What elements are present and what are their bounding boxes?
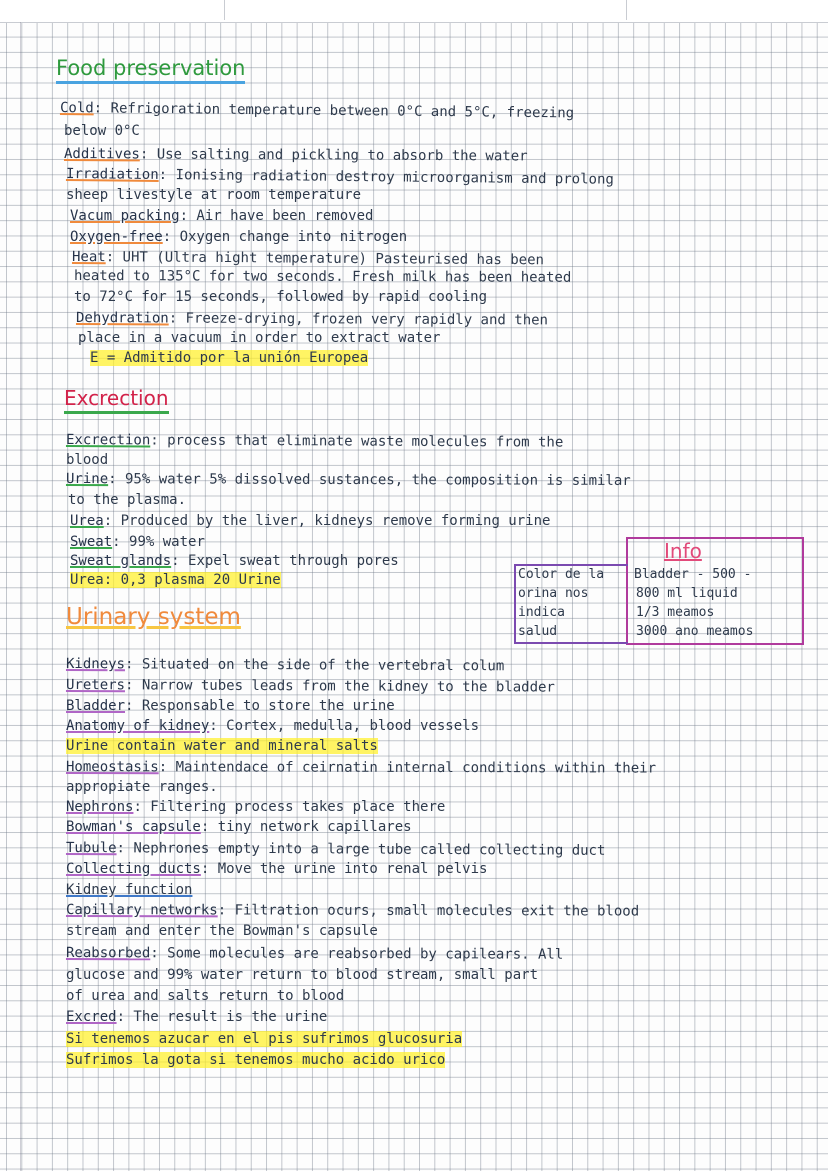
info-box-title: Info bbox=[664, 539, 702, 563]
term-kidneys: Kidneys bbox=[65, 656, 126, 673]
note-line bbox=[66, 923, 378, 939]
note-line bbox=[66, 988, 344, 1004]
note-line bbox=[70, 208, 373, 224]
definition: : Nephrones empty into a large tube called collecting duct bbox=[116, 840, 606, 859]
definition: below 0°C bbox=[64, 123, 140, 139]
term-tubule: Tubule bbox=[65, 840, 117, 857]
info-left-line: Color de la bbox=[518, 567, 605, 582]
highlight-urine-contain: Urine contain water and mineral salts bbox=[66, 738, 378, 754]
term-additives: Additives bbox=[63, 146, 140, 163]
term-ureters: Ureters bbox=[65, 677, 126, 694]
term-collecting-ducts: Collecting ducts bbox=[66, 861, 201, 877]
band-divider bbox=[224, 0, 225, 20]
note-line bbox=[66, 799, 445, 815]
definition: : Move the urine into renal pelvis bbox=[200, 861, 488, 877]
note-line bbox=[66, 166, 614, 188]
band-divider bbox=[626, 0, 627, 20]
note-line bbox=[64, 123, 140, 139]
note-line bbox=[74, 268, 571, 286]
note-line bbox=[70, 513, 550, 529]
term-reabsorbed: Reabsorbed bbox=[65, 945, 151, 962]
term-bladder: Bladder bbox=[66, 698, 126, 714]
definition: : Oxygen change into nitrogen bbox=[162, 229, 408, 245]
definition: heated to 135°C for two seconds. Fresh milk has been heated bbox=[73, 268, 572, 286]
definition: : Refrigoration temperature between 0°C and 5°C, freezing bbox=[93, 100, 575, 122]
term-capillary-networks: Capillary networks bbox=[65, 902, 218, 919]
info-right-line: 1/3 meamos bbox=[636, 605, 715, 620]
term-vacuum-packing: Vacum packing bbox=[70, 208, 180, 224]
definition: : Some molecules are reabsorbed by capilears. All bbox=[150, 945, 564, 963]
note-line bbox=[70, 572, 281, 588]
definition: to 72°C for 15 seconds, followed by rapid cooling bbox=[74, 289, 488, 305]
heading-urinary-system: Urinary system bbox=[66, 604, 241, 630]
note-line bbox=[66, 1009, 327, 1025]
note-line bbox=[66, 738, 378, 754]
info-right-line: 800 ml liquid bbox=[636, 586, 738, 601]
info-left-line: orina nos bbox=[518, 586, 589, 601]
note-line bbox=[66, 819, 412, 835]
highlight-gout-note: Sufrimos la gota si tenemos mucho acido urico bbox=[66, 1052, 446, 1068]
note-line bbox=[66, 967, 538, 983]
definition: blood bbox=[66, 452, 109, 468]
term-irradiation: Irradiation bbox=[65, 166, 159, 183]
term-sweat-glands: Sweat glands bbox=[70, 553, 172, 569]
note-line bbox=[66, 861, 487, 877]
note-line bbox=[66, 945, 563, 963]
note-line bbox=[76, 310, 548, 328]
note-line bbox=[66, 698, 395, 714]
highlight-note: E = Admitido por la unión Europea bbox=[90, 350, 369, 366]
note-line bbox=[66, 882, 192, 898]
term-excretion: Excrection bbox=[65, 432, 151, 449]
note-line bbox=[70, 229, 407, 245]
note-line bbox=[66, 432, 563, 451]
term-urine: Urine bbox=[65, 471, 109, 488]
note-line bbox=[70, 553, 399, 569]
definition: : Ionising radiation destroy microorganism and prolong bbox=[158, 166, 614, 188]
term-excred: Excred bbox=[66, 1009, 117, 1025]
term-nephrons: Nephrons bbox=[66, 799, 134, 815]
page-top-band bbox=[0, 0, 828, 23]
info-left-line: salud bbox=[518, 624, 558, 639]
note-line bbox=[72, 249, 544, 268]
definition: : UHT (Ultra hight temperature) Pasteurised has been bbox=[105, 249, 545, 269]
margin-line bbox=[20, 22, 21, 1171]
definition: : Freeze-drying, frozen very rapidly and then bbox=[168, 310, 549, 329]
term-oxygen-free: Oxygen-free bbox=[70, 229, 163, 245]
definition: : Use salting and pickling to absorb the water bbox=[139, 146, 528, 165]
definition: : Expel sweat through pores bbox=[171, 553, 399, 569]
note-line bbox=[74, 289, 487, 305]
note-line bbox=[66, 759, 656, 777]
note-line bbox=[66, 902, 639, 920]
definition: : Narrow tubes leads from the kidney to the bladder bbox=[124, 677, 555, 696]
note-line bbox=[90, 350, 368, 366]
definition: glucose and 99% water return to blood stream, small part bbox=[66, 967, 539, 983]
note-line bbox=[66, 187, 361, 203]
definition: place in a vacuum in order to extract water bbox=[78, 330, 441, 346]
definition: stream and enter the Bowman's capsule bbox=[66, 923, 378, 939]
term-anatomy-of-kidney: Anatomy of kidney bbox=[66, 718, 210, 734]
note-line bbox=[66, 779, 218, 795]
note-line bbox=[66, 471, 631, 489]
definition: sheep livestyle at room temperature bbox=[66, 187, 362, 203]
note-line bbox=[66, 1052, 445, 1068]
note-line bbox=[60, 100, 574, 121]
definition: : Produced by the liver, kidneys remove forming urine bbox=[103, 513, 551, 529]
definition: : Air have been removed bbox=[179, 208, 374, 224]
note-line bbox=[66, 718, 479, 734]
note-line bbox=[64, 146, 528, 164]
term-dehydration: Dehydration bbox=[75, 310, 169, 327]
definition: : 95% water 5% dissolved sustances, the composition is similar bbox=[108, 471, 631, 489]
definition: appropiate ranges. bbox=[66, 779, 218, 795]
highlight-urea-ratio: Urea: 0,3 plasma 20 Urine bbox=[70, 572, 281, 588]
note-line bbox=[70, 534, 205, 550]
highlight-glucosuria-note: Si tenemos azucar en el pis sufrimos glucosuria bbox=[66, 1031, 463, 1047]
info-right-line: 3000 ano meamos bbox=[636, 624, 754, 639]
note-line bbox=[78, 330, 440, 346]
note-line bbox=[66, 656, 504, 674]
term-cold: Cold bbox=[59, 100, 94, 117]
note-line bbox=[66, 1031, 462, 1047]
definition: to the plasma. bbox=[68, 492, 187, 508]
subheading-kidney-function: Kidney function bbox=[66, 882, 193, 898]
definition: : process that eliminate waste molecules from the bbox=[150, 432, 564, 451]
term-sweat: Sweat bbox=[70, 534, 113, 550]
definition: : The result is the urine bbox=[116, 1009, 328, 1025]
definition: : Situated on the side of the vertebral colum bbox=[124, 656, 505, 675]
definition: : Filtration ocurs, small molecules exit the blood bbox=[217, 902, 640, 920]
note-line bbox=[68, 492, 186, 508]
term-homeostasis: Homeostasis bbox=[65, 759, 159, 776]
definition: : tiny network capillares bbox=[200, 819, 412, 835]
heading-excretion: Excrection bbox=[64, 386, 169, 414]
term-heat: Heat bbox=[71, 249, 106, 266]
definition: : Filtering process takes place there bbox=[133, 799, 446, 815]
definition: : Responsable to store the urine bbox=[125, 698, 395, 714]
term-bowmans-capsule: Bowman's capsule bbox=[66, 819, 201, 835]
note-line bbox=[66, 452, 108, 468]
definition: : Cortex, medulla, blood vessels bbox=[209, 718, 480, 734]
term-urea: Urea bbox=[70, 513, 104, 529]
definition: of urea and salts return to blood bbox=[66, 988, 345, 1004]
note-line bbox=[66, 677, 555, 696]
info-left-line: indica bbox=[518, 605, 565, 620]
info-right-line: Bladder - 500 - bbox=[634, 567, 752, 582]
note-line bbox=[66, 840, 606, 859]
heading-food-preservation: Food preservation bbox=[56, 56, 245, 84]
definition: : Maintendace of ceirnatin internal conditions within their bbox=[158, 759, 657, 777]
definition: : 99% water bbox=[112, 534, 205, 550]
